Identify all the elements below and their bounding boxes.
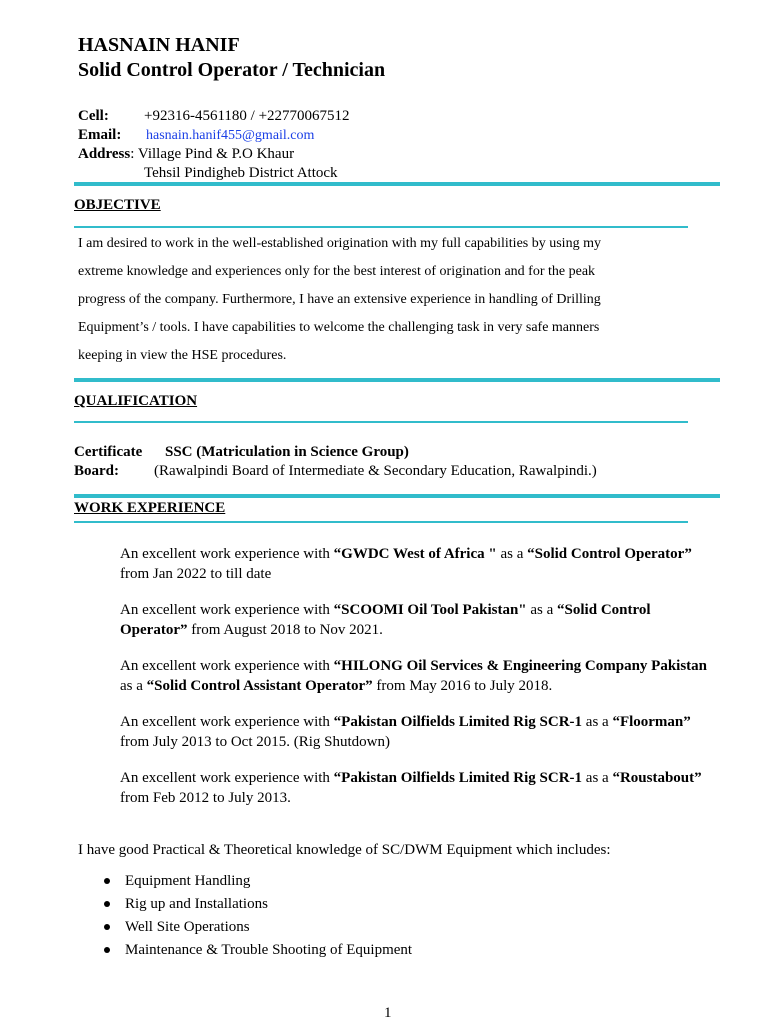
experience-entry: [120, 600, 651, 640]
experience-dates: from July 2013 to Oct 2015. (Rig Shutdown): [120, 734, 390, 750]
objective-heading: OBJECTIVE: [74, 197, 161, 213]
experience-entry: [120, 712, 691, 752]
role-name: “Solid Control Assistant Operator”: [146, 678, 373, 694]
employer-name: “HILONG Oil Services & Engineering Company Pakistan: [333, 658, 708, 674]
divider: [74, 494, 720, 498]
experience-dates: from Jan 2022 to till date: [120, 566, 272, 582]
experience-entry: [120, 656, 707, 696]
address-value-1: : Village Pind & P.O Khaur: [130, 146, 295, 162]
knowledge-intro: I have good Practical & Theoretical knowledge of SC/DWM Equipment which includes:: [78, 842, 611, 858]
address-line-1: [78, 146, 294, 163]
qualification-heading: QUALIFICATION: [74, 393, 198, 409]
experience-line: [120, 544, 692, 564]
divider: [74, 378, 720, 382]
list-item: [104, 870, 412, 893]
experience-connector: as a: [496, 546, 528, 562]
role-name: “Solid Control Operator”: [527, 546, 692, 562]
cell-value: +92316-4561180 / +22770067512: [144, 108, 350, 124]
certificate-value: SSC (Matriculation in Science Group): [165, 444, 409, 460]
experience-intro: An excellent work experience with: [120, 770, 334, 786]
experience-dates: from May 2016 to July 2018.: [372, 678, 553, 694]
objective-line: progress of the company. Furthermore, I have an extensive experience in handling of Drilling: [78, 292, 601, 307]
divider: [74, 182, 720, 186]
list-item: [104, 893, 412, 916]
experience-line: [120, 676, 707, 696]
page-number: 1: [384, 1005, 392, 1021]
experience-intro: An excellent work experience with: [120, 546, 334, 562]
objective-line: extreme knowledge and experiences only for the best interest of origination and for the peak: [78, 264, 596, 279]
board-value: (Rawalpindi Board of Intermediate & Secondary Education, Rawalpindi.): [154, 463, 597, 479]
email-link[interactable]: hasnain.hanif455@gmail.com: [146, 128, 315, 143]
address-label: Address: [78, 146, 131, 162]
experience-connector: as a: [582, 770, 613, 786]
board-label: Board:: [74, 463, 119, 479]
list-item-label: Maintenance & Trouble Shooting of Equipment: [125, 942, 413, 958]
bullet-icon: [104, 901, 110, 907]
divider: [74, 421, 688, 423]
email-label: Email:: [78, 127, 122, 143]
knowledge-list: [104, 870, 412, 962]
experience-line: [120, 600, 651, 620]
experience-entry: [120, 768, 702, 808]
certificate-label: Certificate: [74, 444, 143, 460]
divider: [74, 226, 688, 228]
experience-dates: from August 2018 to Nov 2021.: [187, 622, 383, 638]
objective-line: I am desired to work in the well-established origination with my full capabilities by using my: [78, 236, 601, 251]
employer-name: “GWDC West of Africa ": [333, 546, 497, 562]
candidate-name: HASNAIN HANIF: [78, 34, 240, 56]
role-name: “Floorman”: [612, 714, 691, 730]
objective-text: [78, 230, 678, 370]
address-line-2: Tehsil Pindigheb District Attock: [144, 165, 338, 181]
bullet-icon: [104, 924, 110, 930]
objective-line: keeping in view the HSE procedures.: [78, 348, 287, 363]
list-item: [104, 916, 412, 939]
cell-label: Cell:: [78, 108, 109, 124]
list-item-label: Equipment Handling: [125, 873, 251, 889]
list-item: [104, 939, 412, 962]
experience-intro: An excellent work experience with: [120, 602, 334, 618]
list-item-label: Well Site Operations: [125, 919, 250, 935]
experience-entry: [120, 544, 692, 584]
role-name: Operator”: [120, 622, 188, 638]
list-item-label: Rig up and Installations: [125, 896, 268, 912]
experience-line: [120, 768, 702, 788]
job-title: Solid Control Operator / Technician: [78, 59, 386, 81]
experience-dates: from Feb 2012 to July 2013.: [120, 790, 291, 806]
experience-line: [120, 656, 707, 676]
role-name: “Solid Control: [557, 602, 651, 618]
objective-line: Equipment’s / tools. I have capabilities to welcome the challenging task in very safe manners: [78, 320, 600, 335]
employer-name: “Pakistan Oilfields Limited Rig SCR-1: [333, 714, 583, 730]
bullet-icon: [104, 878, 110, 884]
experience-intro: An excellent work experience with: [120, 714, 334, 730]
experience-intro: An excellent work experience with: [120, 658, 334, 674]
experience-connector: as a: [526, 602, 558, 618]
employer-name: “SCOOMI Oil Tool Pakistan": [333, 602, 527, 618]
employer-name: “Pakistan Oilfields Limited Rig SCR-1: [333, 770, 583, 786]
experience-line: [120, 712, 691, 732]
experience-connector: as a: [582, 714, 613, 730]
work-experience-heading: WORK EXPERIENCE: [74, 500, 226, 516]
experience-line: [120, 620, 651, 640]
role-name: “Roustabout”: [612, 770, 702, 786]
bullet-icon: [104, 947, 110, 953]
divider: [74, 521, 688, 523]
experience-connector: as a: [120, 678, 147, 694]
